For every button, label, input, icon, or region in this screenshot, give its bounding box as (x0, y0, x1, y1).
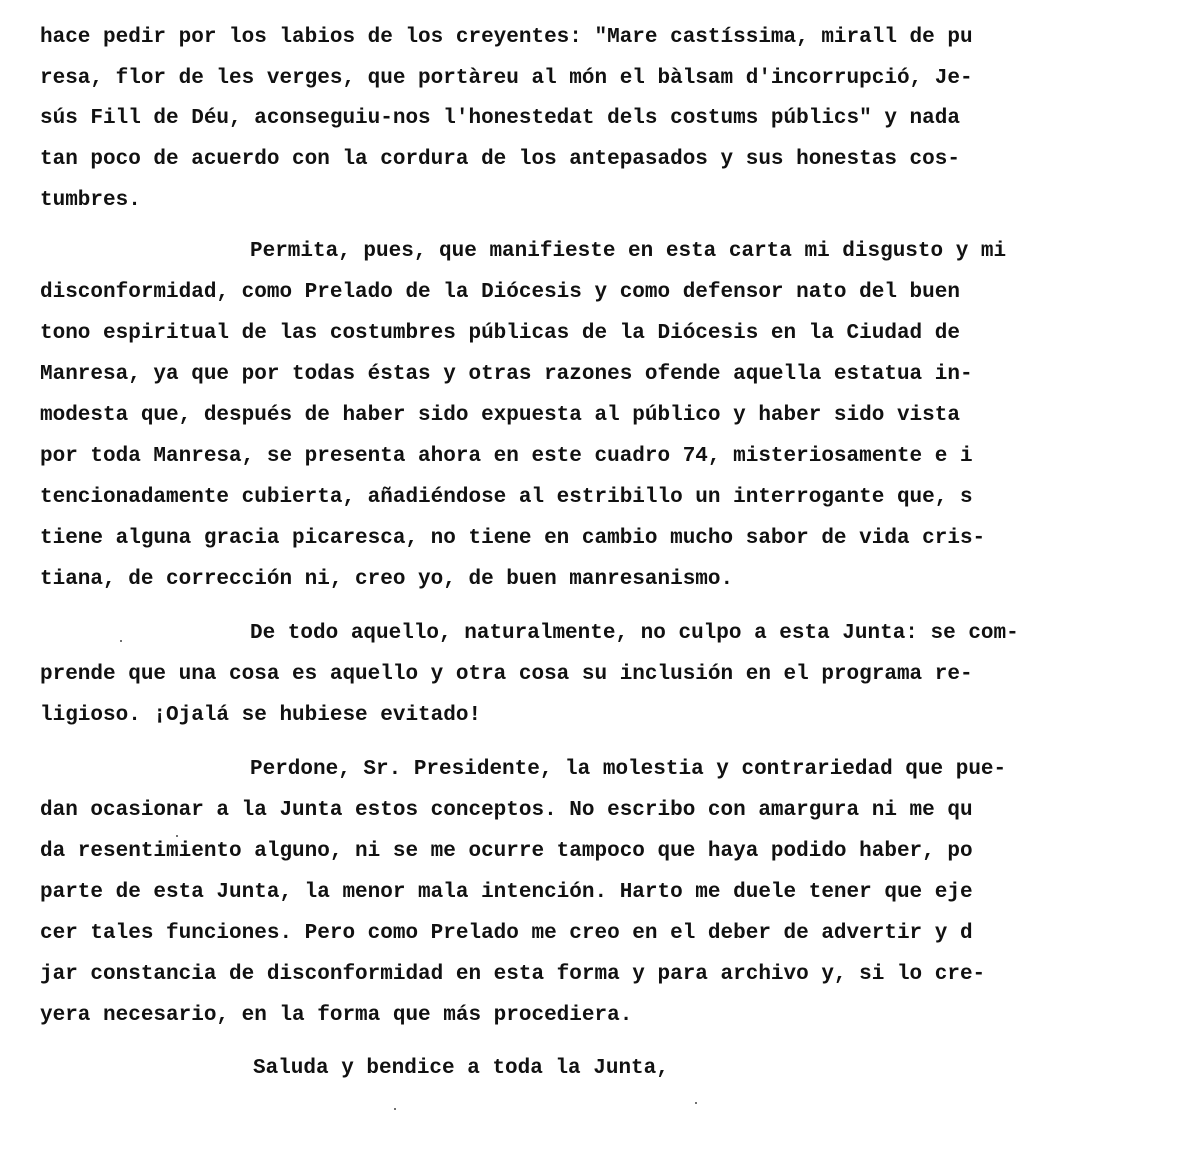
text-line: hace pedir por los labios de los creyentes: "Mare castíssima, mirall de pu (40, 26, 973, 49)
text-line: cer tales funciones. Pero como Prelado me creo en el deber de advertir y d (40, 922, 973, 945)
text-line: parte de esta Junta, la menor mala intención. Harto me duele tener que eje (40, 881, 973, 904)
text-line: Manresa, ya que por todas éstas y otras razones ofende aquella estatua in- (40, 363, 973, 386)
scan-speck (120, 640, 122, 642)
text-line: tono espiritual de las costumbres públicas de la Diócesis en la Ciudad de (40, 322, 960, 345)
text-line: prende que una cosa es aquello y otra cosa su inclusión en el programa re- (40, 663, 973, 686)
text-line: da resentimiento alguno, ni se me ocurre tampoco que haya podido haber, po (40, 840, 973, 863)
text-line: jar constancia de disconformidad en esta forma y para archivo y, si lo cre- (40, 963, 986, 986)
scan-speck (176, 835, 178, 837)
text-line: tiene alguna gracia picaresca, no tiene en cambio mucho sabor de vida cris- (40, 527, 986, 550)
text-line: dan ocasionar a la Junta estos conceptos. No escribo con amargura ni me qu (40, 799, 973, 822)
text-line: tumbres. (40, 189, 141, 212)
text-line: tencionadamente cubierta, añadiéndose al estribillo un interrogante que, s (40, 486, 973, 509)
text-line: Perdone, Sr. Presidente, la molestia y contrariedad que pue- (250, 758, 1007, 781)
text-line: De todo aquello, naturalmente, no culpo a esta Junta: se com- (250, 622, 1019, 645)
text-line: sús Fill de Déu, aconseguiu-nos l'honestedat dels costums públics" y nada (40, 107, 960, 130)
text-line: por toda Manresa, se presenta ahora en este cuadro 74, misteriosamente e i (40, 445, 973, 468)
scan-speck (695, 1102, 697, 1104)
text-line: tan poco de acuerdo con la cordura de los antepasados y sus honestas cos- (40, 148, 960, 171)
text-line: yera necesario, en la forma que más procediera. (40, 1004, 633, 1027)
text-line: modesta que, después de haber sido expuesta al público y haber sido vista (40, 404, 960, 427)
text-line: tiana, de corrección ni, creo yo, de buen manresanismo. (40, 568, 734, 591)
text-line: ligioso. ¡Ojalá se hubiese evitado! (40, 704, 482, 727)
scan-speck (394, 1108, 396, 1110)
text-line: disconformidad, como Prelado de la Diócesis y como defensor nato del buen (40, 281, 960, 304)
text-line: Permita, pues, que manifieste en esta carta mi disgusto y mi (250, 240, 1007, 263)
text-line: resa, flor de les verges, que portàreu al món el bàlsam d'incorrupció, Je- (40, 67, 973, 90)
closing-line: Saluda y bendice a toda la Junta, (253, 1057, 669, 1080)
